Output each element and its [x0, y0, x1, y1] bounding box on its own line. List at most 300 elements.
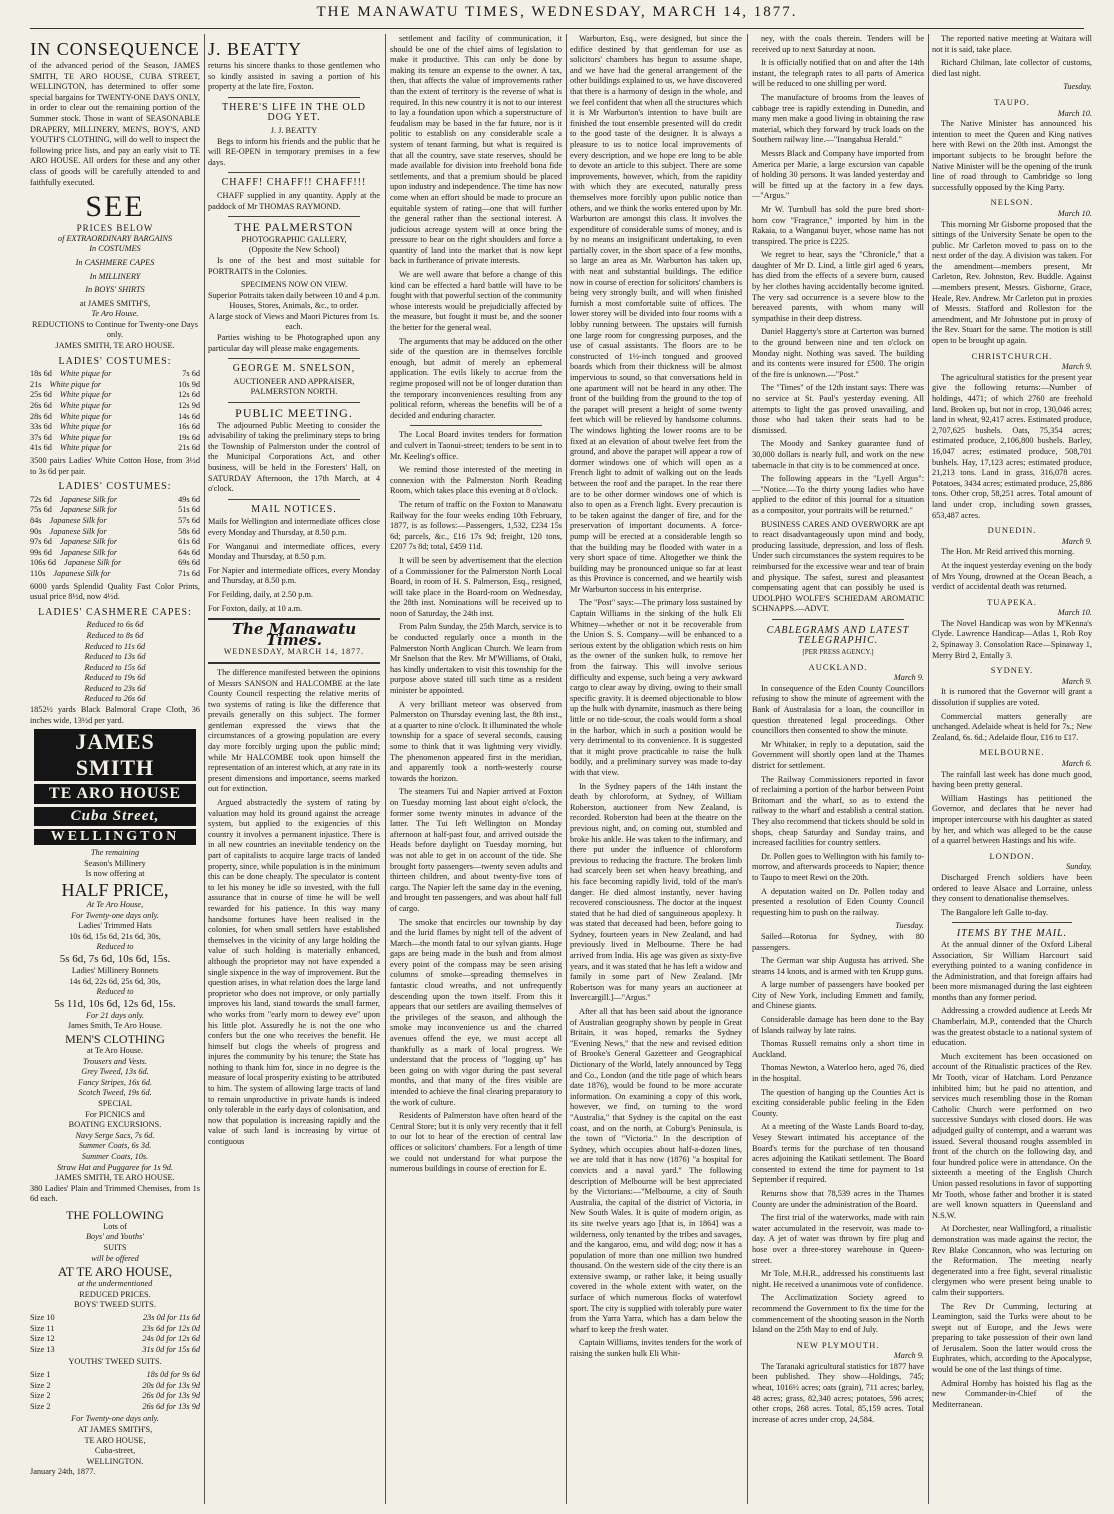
paragraph: Trousers and Vests. [82, 1056, 147, 1066]
boys-tweed: BOYS' TWEED SUITS. [74, 1300, 156, 1310]
column-1 [30, 34, 200, 1504]
paragraph: For Feilding, daily, at 2.50 p.m. [208, 589, 314, 599]
price-cell: 61s 6d [178, 537, 200, 547]
meeting-body: The adjourned Public Meeting to consider the advisability of taking the preliminary steps to bring the Township of Palmerston under the control of the Municipal Corporations Act, and other business, will be held in the Foresters' Hall, on SATURDAY Afternoon, the 17th March, at 4 o'clock. [208, 420, 380, 494]
column-rule [747, 34, 748, 1504]
price-cell: 58s 6d [178, 526, 200, 536]
price-row [30, 380, 200, 391]
paper-date: WEDNESDAY, MARCH 14, 1877. [223, 647, 365, 657]
price-cell: Size 11 [30, 1323, 55, 1333]
melbourne-news [932, 770, 1092, 847]
in-lines [30, 244, 200, 295]
tuesday-date-6: Tuesday. [1063, 82, 1092, 92]
paragraph: The "Post" says:—The primary loss sustained by Captain Williams in the sinking of the hulk Eli Whitney—whether or not it be recoverable from the Union S. S. Company—will be enhanced to a serious extent by the obligation which rests on him as the owner of the sunken hulk, to remove her from the fairway. This will involve serious difficulty and expense, such being a very awkward cargo to clear away by diving, owing to their small specific gravity. It is deemed objectionable to blow up the hulk with dynamite, inasmuch as there being little or no tide-scour, the coals would form a shoal in the harbor, which in such a position would be very detrimental to its convenience. It is suggested that it might prove practicable to raise the hulk bodily, and a preliminary survey was made to-day with that view. [570, 598, 742, 777]
mail-lines [208, 517, 380, 614]
paragraph: Admiral Hornby has hoisted his flag as the new Commander-in-Chief of the Mediterranean. [932, 1378, 1092, 1409]
banner-wellington: WELLINGTON [34, 829, 196, 845]
price-row [30, 548, 200, 559]
local-news [390, 430, 562, 1174]
paragraph: Captain Williams, invites tenders for the work of raising the sunken hulk Eli Whit- [570, 1338, 742, 1359]
price-cell: 25s 6d [30, 390, 52, 400]
auckland-heading: AUCKLAND. [808, 661, 868, 672]
picnics: For PICNICS and [85, 1109, 145, 1119]
signoff-2: James Smith, Te Aro House. [67, 1021, 163, 1031]
price-cell: 14s 6d [178, 411, 200, 421]
mail-heading: MAIL NOTICES. [251, 503, 337, 515]
melbourne-heading: MELBOURNE. [979, 747, 1045, 758]
trimmed-hats: Ladies' Trimmed Hats [78, 921, 152, 931]
price-cell: 26s 0d for 13s 9d [142, 1391, 200, 1401]
price-row [30, 1345, 200, 1356]
paragraph: Straw Hat and Puggaree for 1s 9d. [56, 1162, 174, 1172]
paragraph: Thomas Newton, a Waterloo hero, aged 76, died in the hospital. [752, 1063, 924, 1084]
price-cell: 90s [30, 526, 42, 536]
price-cell: Japanese Silk for [59, 505, 118, 515]
twenty-one-days: For Twenty-one days only. [71, 910, 159, 920]
price-row [30, 569, 200, 580]
paragraph: Commercial matters generally are unchanged. Adelaide wheat is held for 7s.; New Zealand, 6s. 6d.; Adelaide flour, £16 to £17. [932, 711, 1092, 742]
price-cell: 21s [30, 379, 42, 389]
price-row [30, 1402, 200, 1413]
paragraph: We remind those interested of the meeting in connexion with the Palmerston North Reading Room, which takes place this evening at 8 o'clock. [390, 465, 562, 496]
paragraph: settlement and facility of communication, it should be one of the chief aims of legislation to make it productive. This can only be done by making its tenure an expense to the owner. A tax, then, that affects the value of improvements rather than the extent of territory is the reverse of what is required. In this new country it is not to our interest to lay a foundation upon which a superstructure of feudalism may be based in the far future, nor is it politic to establish on any considerable scale a system of tenant farming, but what is required is that all the country, save state reserves, should be made available for division into freehold bona fide settlements, and that a premium should be placed upon industry and independence. The time has now come when an effort should be made to procure an equitable system of rating—one that will further the general rather than the sectional interest. A judicious acreage system will at once bring the pressure to bear on the right shoulders and force a quantity of land into the market that is now kept back in furtherance of private interests. [390, 34, 562, 266]
sydney-heading: SYDNEY. [990, 665, 1034, 676]
price-row [30, 422, 200, 433]
new-plymouth-date: March 9. [893, 1351, 924, 1361]
price-cell: Japanese Silk for [59, 494, 118, 504]
seasons-millinery: Season's Millinery [84, 858, 146, 868]
price-cell: 33s 6d [30, 422, 52, 432]
paragraph: For Foxton, daily, at 10 a.m. [208, 603, 303, 613]
taupo-heading: TAUPO. [994, 96, 1030, 107]
london-date: Sunday. [1065, 862, 1092, 872]
column-4-text [570, 34, 742, 1360]
paragraph: Addressing a crowded audience at Leeds Mr Chamberlain, M.P., contended that the Church was the greatest obstacle to a national system of education. [932, 1006, 1092, 1048]
paragraph: Dr. Pollen goes to Wellington with his family to-morrow, and afterwards proceeds to Napier; thence to Taupo to meet Rewi on the 20th. [752, 851, 924, 882]
paragraph: At a meeting of the Waste Lands Board to-day, Vesey Stewart intimated his acceptance of the Board's terms for the purchase of ten thousand acres adjoining the Katikati settlement. The Board consented to extend the time for payment to 1st September if required. [752, 1122, 924, 1185]
reduced-to: Reduced to [96, 942, 134, 952]
price-row [30, 527, 200, 538]
chaff-heading: CHAFF! CHAFF!! CHAFF!!! [221, 177, 367, 189]
price-cell: 19s 6d [178, 432, 200, 442]
editorial-continued [390, 34, 562, 421]
paragraph: From Palm Sunday, the 25th March, service is to be conducted regularly once a month in the Palmerston North Anglican Church. We learn from Mr Snelson that the Rev. Mr M'Williams, of Otaki, has kindly undertaken to visit this township for the purpose above stated till such time as a resident minister be appointed. [390, 622, 562, 696]
paragraph: We regret to hear, says the "Chronicle," that a daughter of Mr D. Lind, a little girl aged 6 years, has died from the effects of a severe burn, caused by her clothes having accidentally become ignited. The very sad occurrence is a severe blow to the bereaved parents, with whom many will sympathise in their deep distress. [752, 250, 924, 323]
paragraph: It is rumored that the Governor will grant a dissolution if supplies are voted. [932, 687, 1092, 708]
snelson-heading: GEORGE M. SNELSON, [232, 363, 356, 375]
paragraph: The return of traffic on the Foxton to Manawatu Railway for the four weeks ending 10th February, 1877, is as follows:—Passengers, 1,532, £234 15s 6d; parcels, &c., £16 17s 9d; freight, 120 tons, £207 7s 8d; total, £459 11d. [390, 499, 562, 552]
price-cell: White pique for [59, 401, 112, 411]
paragraph: Reduced to 11s 6d [84, 641, 146, 651]
christchurch-date: March 9. [1061, 362, 1092, 372]
dunedin-date: March 9. [1061, 536, 1092, 546]
youths-size-list [30, 1370, 200, 1412]
price-cell: White pique for [59, 369, 112, 379]
price-cell: 23s 6d for 12s 0d [142, 1323, 200, 1333]
price-cell: 64s 6d [178, 547, 200, 557]
crape-line: 1852½ yards Black Balmoral Crape Cloth, 36 inches wide, 13½d per yard. [30, 705, 200, 725]
price-row [30, 1334, 200, 1345]
paragraph: Fancy Stripes, 16s 6d. [78, 1077, 152, 1087]
price-row [30, 495, 200, 506]
paragraph: A large number of passengers have booked per City of New York, including Emmett and family, and Chinese giants. [752, 980, 924, 1011]
paragraph: We are well aware that before a change of this kind can be effected a hard battle will have to be fought with that powerful section of the community whose interests would be prejudicially affected by the measure, but fought it must be, and the sooner the better for the general weal. [390, 270, 562, 333]
price-row [30, 1370, 200, 1381]
paragraph: The Railway Commissioners reported in favor of reclaiming a portion of the harbor between Point Britomart and the wharf, so as to extend the railway to the wharf and establish a central station. They also recommend that tickets should be sold in shops, cheap Saturday and Sunday trains, and increased facilities for country settlers. [752, 774, 924, 848]
price-cell: 20s 0d for 13s 9d [142, 1380, 200, 1390]
masthead: THE MANAWATU TIMES, WEDNESDAY, MARCH 14, 1877. [30, 4, 1084, 29]
at-te-aro: At Te Aro House, [86, 900, 144, 910]
paragraph: The steamers Tui and Napier arrived at Foxton on Tuesday morning last about eight o'clock, the former some twenty minutes in advance of the latter. The Tui left Wellington on Monday afternoon at half-past four, and arrived outside the Heads before daylight on Tuesday morning, but was not able to get in on account of the tide. She brought forty passengers—twenty seven adults and thirteen children, and about twenty-five tons of cargo. The Napier left the same day in the evening, and brought ten passengers, and was about half full of cargo. [390, 787, 562, 913]
paragraph: Grey Tweed, 13s 6d. [81, 1067, 149, 1077]
paragraph: At the inquest yesterday evening on the body of Mrs Young, drowned at the Ocean Beach, a verdict of accidental death was returned. [932, 560, 1092, 592]
price-cell: White pique for [59, 432, 112, 442]
column-3 [390, 34, 562, 1504]
price-cell: 18s 0d for 9s 6d [146, 1370, 200, 1379]
price-cell: 71s 6d [178, 568, 200, 578]
half-price: HALF PRICE, [61, 880, 169, 901]
boating: BOATING EXCURSIONS. [68, 1120, 162, 1130]
price-cell: 84s [30, 515, 42, 525]
price-cell: Size 13 [30, 1344, 55, 1354]
paragraph: After all that has been said about the ignorance of Australian geography shown by people in Great Britain, it was hoped, remarks the Sydney "Evening News," that the new and revised edition of Brooke's General Gazetteer and Geographical Dictionary of the World, lately announced by Tegg and Co., London (and the title page of which bears date 1876), would be found to be more accurate information. On examining a copy of this work, however, we find, on turning to the word "Australia," that Sydney is the capital on the east coast, and on the north, at Coburg's Peninsula, is the town of "Victoria." In the description of Sydney, which occupies about half-a-dozen lines, we are told that it has now (1876) "a hospital for convicts and a naval yard." The following description of Melbourne will be best appreciated by the Victorians:—"Melbourne, a city of South Australia, the capital of the district of Victoria, in New South Wales. It is quite of modern origin, as its site twelve years ago [that is, in 1864] was a wilderness, only tenanted by the tribes and savages, and the kangaroo, emu, and wild dog; now it has a population of more than one million two hundred thousand. On the western side of the city there is an extensive swamp, or rather lake, it being usually covered in the whole extent with water, on the surface of which numerous flocks of waterfowl sport. The city is supplied with tolerably pure water from the Yarra Yarra, which has a dam below the wharf to keep the fresh water. [570, 1007, 742, 1334]
price-cell: 72s 6d [30, 494, 52, 504]
nelson-heading: NELSON. [990, 197, 1034, 208]
paragraph: Scotch Tweed, 19s 6d. [78, 1088, 152, 1098]
paragraph: In consequence of the Eden County Councillors refusing to show the minute of agreement with the Bank of Australasia for a loan, the councillor in question threatened legal proceedings. Other councillors then consented to show the minute. [752, 683, 924, 736]
column-6-top [932, 34, 1092, 79]
specimens: SPECIMENS NOW ON VIEW. [240, 280, 348, 290]
paragraph: Argued abstractedly the system of rating by valuation may hold its ground against the acreage system, but applied to the exigencies of this country it involves a permanent injustice. There is in all new countries an inevitable tendency on the part of capitalists to acquire large tracts of landed property, since, while population is in the minimum this can be done cheaply. The speculator is content to let his money be idle so invested, with the full assurance that in course of time he will be well rewarded for his patience. In this way many handsome fortunes have been realised in the colonies, for when small settlers have established themselves in the vicinity of any large holding the value of such holding is materially enhanced, although the proprietor may not have expended a single sixpence in the way of improvement. But the question arises, in what relation does the large land proprietor who does not improve, or only partially improves his land, stand towards the small farmer, who works from "early morn to dewey eve" upon his little plot. Assuredly he is not the one who confers but the one who receives the benefit. He himself but clogs the wheels of progress and injures the community by his tenure; the State has nothing to thank him for, since in no degree is the measure of local prosperity existing to be attributed to him. The system of allowing large tracts of land to remain unproductive in private hands is indeed only tolerable in the early days of colonisation, and now that population is increasing rapidly and the value of such land is increasing by virtue of contiguous [208, 798, 380, 1147]
price-cell: Size 2 [30, 1380, 51, 1390]
mens-at: at Te Aro House. [87, 1045, 143, 1055]
see-heading: SEE [85, 190, 145, 224]
london-heading: LONDON. [989, 850, 1035, 861]
costumes-heading-2: LADIES' COSTUMES: [58, 481, 172, 493]
price-cell: 23s 0d for 11s 6d [142, 1313, 200, 1323]
tuesday-date: Tuesday. [895, 921, 924, 931]
suits: SUITS [103, 1243, 127, 1253]
price-cell: 97s 6d [30, 537, 52, 547]
special: SPECIAL [98, 1098, 132, 1108]
tuapeka-heading: TUAPEKA. [987, 596, 1037, 607]
white-cotton: 3500 pairs Ladies' White Cotton Hose, from 3½d to 3s 6d per pair. [30, 456, 200, 476]
paragraph: At the annual dinner of the Oxford Liberal Association, Sir William Harcourt said everything pointed to a waning confidence in the Administration, and that foreign affairs had been more mismanaged during the last eighteen months than any former period. [932, 939, 1092, 1002]
silk-price-list [30, 495, 200, 580]
remaining-line: The remaining [90, 848, 140, 858]
price-row [30, 516, 200, 527]
consequence-body: of the advanced period of the Season, JAMES SMITH, TE ARO HOUSE, CUBA STREET, WELLINGTON, has determined to offer some special bargains for TWENTY-ONE DAYS ONLY, in order to clear out the remaining portion of the Summer stock. Those in want of SEASONABLE DRAPERY, MILLINERY, MEN'S, BOY'S, AND YOUTH'S CLOTHING, will do well to inspect the following price lists, and pay an early visit to TE ARO HOUSE. All orders for these and any other class of goods will be carefully attended to and faithfully executed. [30, 61, 200, 187]
smith-signoff: JAMES SMITH, TE ARO HOUSE. [55, 1173, 175, 1183]
price-cell: White pique for [59, 422, 112, 432]
price-row [30, 1313, 200, 1324]
price-cell: 51s 6d [178, 505, 200, 515]
parties: Parties wishing to be Photographed upon any particular day will please make engagements. [208, 333, 380, 353]
price-row [30, 443, 200, 454]
tuesday-news [752, 932, 924, 1336]
houses: Houses, Stores, Animals, &c., to order. [229, 301, 359, 311]
new-plymouth-para: The Taranaki agricultural statistics for 1877 have been published. They show—Holdings, 745; wheat, 1016½ acres; oats (grain), 711 acres; barley, 48 acres; grass, 82,340 acres; potatoes, 596 acres; other crops, 268 acres. Total, 85,159 acres. Total increase of acres under crop, 24,584. [752, 1361, 924, 1424]
paragraph: Reduced to 15s 6d [84, 662, 146, 672]
price-cell: 21s 6d [178, 443, 200, 453]
paragraph: Discharged French soldiers have been ordered to leave Alsace and Lorraine, unless they consent to denationalise themselves. [932, 872, 1092, 904]
paragraph: BUSINESS CARES AND OVERWORK are apt to react disadvantageously upon mind and body, producing lassitude, depression, and loss of flesh. Under such circumstances the system requires to be reimbursed for the excessive wear and tear of brain and physique. The safest, surest and pleasantest compensating agent that can possibly be used is UDOLPHO WOLFE'S SCHIEDAM AROMATIC SCHNAPPS.—ADVT. [752, 519, 924, 614]
price-cell: 99s 6d [30, 547, 52, 557]
price-row [30, 505, 200, 516]
paragraph: Reduced to 13s 6d [84, 652, 146, 662]
mens-clothing-heading: MEN'S CLOTHING [65, 1031, 165, 1046]
paragraph: In MILLINERY [89, 271, 141, 281]
jjbeatty-body: Begs to inform his friends and the public that he will RE-OPEN in temporary premises in a few days. [208, 136, 380, 167]
paragraph: Reduced to 8s 6d [86, 630, 144, 640]
price-row [30, 558, 200, 569]
press-agency: [PER PRESS AGENCY.] [802, 648, 874, 657]
reduced-prices: REDUCED PRICES. [79, 1289, 151, 1299]
price-cell: White pique for [59, 411, 112, 421]
following-heading: THE FOLLOWING [66, 1207, 164, 1222]
bonnets: Ladies' Millinery Bonnets [71, 966, 159, 975]
boys-suits: Boys' and Youths' [85, 1232, 145, 1242]
boating-lines [30, 1131, 200, 1173]
pique-price-list [30, 369, 200, 454]
paragraph: Reduced to 6s 6d [86, 620, 144, 630]
column-rule [385, 34, 386, 1504]
price-cell: 26s 6d for 13s 9d [142, 1401, 200, 1411]
column-5 [752, 34, 924, 1504]
at-te-aro-house: AT TE ARO HOUSE, [57, 1264, 173, 1280]
banner-te-aro-house: TE ARO HOUSE [34, 784, 196, 804]
price-row [30, 412, 200, 423]
paragraph: Warburton, Esq., were designed, but since the edifice destined by that gentleman for use as solicitors' chambers has begun to assume shape, and we have had the general arrangement of the other buildings explained to us, we have discovered that there is a harmony of design in the whole, and we feel confident that when all the structures which it is Mr Warburton's intention to have built are finished the tout ensemble presented will do credit to the good taste of the designer. It is always a pleasure to us to notice local improvements of every description, and we hope ere long to be able to devote an article to this subject. There are some improvements, however, which, from the rapidity with which they are executed, naturally press themselves more forcibly upon public notice than others, and we think the works entered upon by Mr. Warburton are amongst this class. It involves the expenditure of considerable sums of money, and is by no means an insignificant undertaking, to even partially cover, in the short space of a few months, so large an area as Mr. Warburton has taken up, with neat and substantial buildings. The edifice now in course of erection for solicitors' chambers is being very strongly built, and will when finished furnish a most comfortable suite of offices. The lower storey will be divided into four rooms with a lobby running between. The upstairs will furnish one large room for congressing purposes, and the use of casual assistants. The floors are to be constructed of 1½-inch tongued and grooved boards which from their thickness will be almost impervious to sound, so that conversations held in one apartment will not be heard in any other. The front of the building from the ground to the top of the parapet will present a height of some twenty feet which will be relieved by handsome columns. The windows lighting the lower rooms are to be fixed at an elevation of about twelve feet from the ground, and above the parapet will appear a row of dormer windows one of which will open as a French light to admit of walking out on the leads between the roof and the parapet. In the rear there are to be other dormer windows one of which is also to open as a French light. Every precaution is to be taken against the danger of fire, and for the preservation of important documents. A force-pump will be erected at a considerable length so that the building may be flooded with water in a very short space of time. Altogether we think the building may be pronounced unique so far at least as this Province is concerned, and we heartily wish Mr Warburton success in his enterprise. [570, 34, 742, 594]
price-cell: 24s 0d for 12s 6d [142, 1334, 200, 1344]
price-row [30, 433, 200, 444]
paragraph: The Hon. Mr Reid arrived this morning. [941, 547, 1075, 557]
price-cell: Size 2 [30, 1391, 51, 1401]
auckland-news [752, 684, 924, 918]
price-cell: 12s 9d [178, 401, 200, 411]
jjbeatty: J. J. BEATTY [270, 125, 318, 135]
nelson-date: March 10. [1057, 208, 1092, 218]
capes-list [30, 620, 200, 705]
beatty-heading: J. BEATTY [208, 39, 302, 59]
paragraph: ney, with the coals therein. Tenders will be received up to next Saturday at noon. [752, 34, 924, 54]
taupo-para: The Native Minister has announced his intention to meet the Queen and King natives here with Rewi on the 20th inst. Amongst the important subjects to be brought before the Native Minister will be the opening of the trunk line of road through to Cambridge so long successfully opposed by the King Party. [932, 119, 1092, 192]
price-cell: 12s 6d [178, 390, 200, 400]
melbourne-date: March 6. [1061, 759, 1092, 768]
paragraph: The rainfall last week has done much good, having been pretty general. [932, 769, 1092, 790]
price-cell: Japanese Silk for [59, 547, 118, 557]
price-cell: 26s 6d [30, 401, 52, 411]
paragraph: The Moody and Sankey guarantee fund of 30,000 dollars is nearly full, and work on the new tabernacle in that city is to be commenced at once. [752, 439, 924, 470]
column-4 [570, 34, 742, 1504]
paragraph: Richard Chilman, late collector of customs, died last night. [932, 58, 1092, 78]
reduced-to-2: Reduced to [96, 987, 134, 997]
paragraph: The following appears in the "Lyell Argus":—"Notice.—To the thirty young ladies who have applied to the editor of this journal for a situation as a compositor, your portraits will be returned." [752, 474, 924, 515]
paragraph: The reported native meeting at Waitara will not it is said, take place. [932, 34, 1092, 54]
paragraph: The "Times" of the 12th instant says: There was no service at St. Paul's yesterday evening. All attempts to light the gas proved unavailing, and those who had taken their seats had to be dismissed. [752, 383, 924, 435]
paragraph: Much excitement has been occasioned on account of the Ritualistic practices of the Rev. Mr Tooth, vicar of Hatcham. Lord Penzance inhibited him; but he paid no attention, and services much resembling those in the Roman Catholic Church were performed on two successive Sundays with closed doors. He was adjudged guilty of contempt, and a warrant was issued. Several thousand roughs assembled in front of the church on the following day, and four hundred police were in attendance. On the sixteenth a meeting of the English Church Union passed resolutions in favor of supporting Mr Tooth, whose father and brother it is stated are well known squatters in Queensland and N.S.W. [932, 1051, 1092, 1220]
christchurch-heading: CHRISTCHURCH. [971, 350, 1053, 361]
paragraph: The first trial of the waterworks, made with rain water accumulated in the reservoir, was made to-day. A jet of water was thrown by fire plug and hose over a three-storey warehouse in Queen-street. [752, 1213, 924, 1265]
bonnet-prices: 14s 6d, 22s 6d, 25s 6d, 30s, [69, 976, 161, 986]
paragraph: Reduced to 23s 6d [84, 683, 146, 693]
price-cell: 75s 6d [30, 505, 52, 515]
sydney-date: March 9. [1061, 676, 1092, 686]
paragraph: William Hastings has petitioned the Governor, and declares that he never had improper intercourse with his daughter as stated by her, and which was alleged to be the cause of a quarrel between Hastings and his wife. [932, 793, 1092, 846]
paragraph: In BOYS' SHIRTS [85, 285, 145, 295]
undermentioned: at the undermentioned [77, 1279, 153, 1289]
paragraph: Daniel Haggerty's store at Carterton was burned to the ground between nine and ten o'clock on Monday night. Nothing was saved. The building and its contents were insured for £500. The origin of the fire is unknown.—"Post." [752, 327, 924, 379]
editorial [208, 668, 380, 1148]
consequence-heading: IN CONSEQUENCE [30, 39, 200, 59]
palmerston-heading: THE PALMERSTON [234, 220, 354, 235]
paragraph: A deputation waited on Dr. Pollen today and presented a resolution of Eden County Council requesting him to push on the railway. [752, 886, 924, 917]
price-cell: Size 1 [30, 1370, 51, 1379]
column-rule [204, 34, 205, 1504]
paragraph: The difference manifested between the opinions of Messrs SANSON and HALCOMBE at the late County Council respecting the relative merits of two systems of rating is like the difference that prevails generally on this subject. The former gentleman expressed the views that the circumstances of a growing population are every day more forcibly urging upon the public mind; while Mr HALCOMBE took upon himself the representation of an interest which, at any rate in its present dimensions and importance, seems marked out for extinction. [208, 667, 380, 794]
christchurch-para: The agricultural statistics for the present year give the following returns:—Number of holdings, 4471; of which 2760 are freehold land. Broken up, but not in crop, 130,046 acres; land in wheat, 92,417 acres. Estimated produce, 2,707,625 bushels. Oats, 75,354 acres; estimated produce, 2,106,800 bushels. Barley, 16,047 acres; estimated produce, 508,701 bushels. Hay, 17,123 acres; estimated produce, 21,213 tons. Land in grass, 316,078 acres. Potatoes, 3434 acres; estimated produce, 25,886 tons. Other crop, 58,251 acres. Total amount of land under crop, including sown grasses, 653,487 acres. [932, 372, 1092, 520]
price-cell: 106s 6d [30, 558, 57, 568]
price-row [30, 537, 200, 548]
paragraph: Thomas Russell remains only a short time in Auckland. [752, 1039, 924, 1059]
te-aro-house-2: TE ARO HOUSE, [84, 1435, 146, 1445]
taupo-date: March 10. [1057, 108, 1092, 118]
nelson-para: This morning Mr Gisborne proposed that the sittings of the University Senate be open to the public. Mr Carleton moved to pass on to the next order of the day. A division was taken. For the amendment—members present, Mr Carleton, Rev. Johnston, Rev. Buddle. Against—members present, Messrs. Gisborne, Grace, Heale, Rev. Andrew. Mr Carleton put in proxies of Messrs. Stafford and Rolleston for the amendment, and Mr Johnstone put in proxy of the Rev. Stuart for the same. The motion is still open to be brought up again. [932, 219, 1092, 346]
paragraph: The Acclimatization Society agreed to recommend the Government to fix the time for the commencement of the shooting season in the North Island on the 25th May to end of July. [752, 1293, 924, 1335]
auckland-date: March 9. [893, 673, 924, 683]
price-row [30, 1381, 200, 1392]
mail-items [932, 940, 1092, 1411]
chaff-body: CHAFF supplied in any quantity. Apply at the paddock of Mr THOMAS RAYMOND. [208, 190, 380, 211]
twenty-days: For Twenty-one days only. [71, 1414, 159, 1424]
opposite: (Opposite the New School) [248, 245, 340, 255]
paragraph: In the Sydney papers of the 14th instant the death by chloroform, at Sydney, of William Roberston, auctioneer from New Zealand, is recorded. Roberston had been at the theatre on the previous night, and, on coming out, stumbled and broke his ankle. He was taken to the infirmary, and there put under the influence of chloroform previous to reducing the fracture. The broken limb had scarcely been set when heavy breathing, and his face becoming rapidly livid, told of the man's danger. He died almost instantly, never having recovered consciousness. The doctor at the inquest stated that he had died of sanguineous apoplexy. It was stated that deceased had been, before going to Sydney, fourteen years in New Zealand, and had previously lived in Melbourne. There he had arrived from India. His age was given as sixty-five years, and it was stated that he has left a widow and family in some part of New Zealand. [Mr Robertson was for many years an auctioneer at Invercargill.]—"Argus." [570, 781, 742, 1003]
palmerston-north: PALMERSTON NORTH. [250, 387, 338, 397]
paragraph: Summer Coats, 6s 3d. [78, 1141, 152, 1151]
column-rule [566, 34, 567, 1504]
price-cell: Size 2 [30, 1401, 51, 1411]
beatty-body: returns his sincere thanks to those gentlemen who so kindly assisted in saving a portion of his property at the late fire, Foxton. [208, 61, 380, 92]
paragraph: The arguments that may be adduced on the other side of the question are in themselves forcible enough, but admit of merely an ephemeral application. The evils likely to accrue from the regime proposed will not be of longer duration than the temporary inconveniences resulting from any political reform, whereas the benefits will be of a decided and enduring character. [390, 336, 562, 420]
cuba-street: Cuba-street, [94, 1446, 136, 1456]
at-js-2: AT JAMES SMITH'S, [77, 1424, 153, 1434]
paragraph: For Wanganui and intermediate offices, every Monday and Thursday, at 8.50 p.m. [208, 541, 380, 562]
price-cell: White pique for [59, 390, 112, 400]
price-cell: 37s 6d [30, 432, 52, 442]
youths-tweed: YOUTHS' TWEED SUITS. [68, 1357, 162, 1367]
for-21-days: For 21 days only. [85, 1010, 145, 1020]
superior: Superior Potraits taken daily between 10 and 4 p.m. [208, 290, 380, 300]
paragraph: In CASHMERE CAPES [75, 257, 155, 267]
trimmed-prices: 10s 6d, 15s 6d, 21s 6d, 30s, [69, 931, 161, 941]
column-2 [208, 34, 380, 1504]
bonnet-reduced: 5s 11d, 10s 6d, 12s 6d, 15s. [54, 997, 176, 1010]
mail-items-heading: ITEMS BY THE MAIL. [956, 928, 1068, 940]
stock: A large stock of Views and Maori Pictures from 1s. each. [208, 311, 380, 332]
price-cell: Size 12 [30, 1334, 55, 1344]
paragraph: Mr Tole, M.H.R., addressed his constituents last night. He received a unanimous vote of confidence. [752, 1269, 924, 1289]
price-cell: 69s 6d [178, 558, 200, 568]
column-6 [932, 34, 1092, 1504]
paragraph: The manufacture of brooms from the leaves of cabbage tree is rapidly extending in Dunedin, and many men make a good living in obtaining the raw material, which they forward by truck loads on the Southern railway line.—"Inangahua Herald." [752, 92, 924, 145]
mens-lines [30, 1057, 200, 1099]
paragraph: Mr W. Turnbull has sold the pure bred short-horn cow "Fragrance," imported by him in the Rakaia, to a Wanganui buyer, whose name has not transpired. The price is £225. [752, 204, 924, 246]
price-cell: 110s [30, 568, 46, 578]
paragraph: Mails for Wellington and intermediate offices close every Monday and Thursday, at 8.50 p.m. [208, 517, 380, 537]
price-cell: 16s 6d [178, 422, 200, 432]
dunedin-heading: DUNEDIN. [987, 525, 1037, 536]
paragraph: Returns show that 78,539 acres in the Thames County are under the administration of the Board. [752, 1188, 924, 1209]
will-be-offered: will be offered [91, 1253, 139, 1263]
price-cell: Japanese Silk for [49, 526, 107, 536]
chemises: 380 Ladies' Plain and Trimmed Chemises, from 1s 6d each. [30, 1183, 200, 1204]
paragraph: The Bangalore left Galle to-day. [941, 907, 1049, 917]
paragraph: Residents of Palmerston have often heard of the Central Store; but it is only very recently that it fell to our lot to hear of the erection of central law offices or solicitors' chambers. For a length of time we could not understand for what purpose the numerous buildings in course of erection for E. [390, 1111, 562, 1174]
price-cell: 57s 6d [178, 515, 200, 525]
paragraph: For Napier and intermediate offices, every Monday and Thursday, at 8.50 p.m. [208, 565, 380, 586]
january-date: January 24th, 1877. [30, 1467, 96, 1477]
paragraph: Navy Serge Sacs, 7s 6d. [75, 1130, 155, 1140]
prices-below: PRICES BELOW [76, 223, 154, 234]
te-aro-line: Te Aro House. [91, 309, 139, 319]
price-cell: White pique for [59, 443, 112, 453]
auctioneer: AUCTIONEER AND APPRAISER, [233, 376, 355, 386]
banner-cuba-street: Cuba Street, [34, 807, 196, 826]
paragraph: The Local Board invites tenders for formation and culvert in Taonui-street; tenders to be sent in to Mr. Keeling's office. [390, 430, 562, 461]
reductions-line: REDUCTIONS to Continue for Twenty-one Days only. [32, 319, 198, 340]
paragraph: It is officially notified that on and after the 14th instant, the telegraph rates to all parts of America will be reduced to one shilling per word. [752, 58, 924, 89]
signoff: JAMES SMITH, TE ARO HOUSE. [55, 341, 175, 351]
price-cell: 7s 6d [182, 369, 200, 379]
column-rule [928, 34, 929, 1504]
price-cell: 31s 0d for 15s 6d [142, 1344, 200, 1354]
cablegrams-heading: CABLEGRAMS AND LATEST TELEGRAPHIC. [766, 624, 910, 647]
paper-title: The Manawatu Times. [231, 620, 357, 649]
price-cell: Size 10 [30, 1313, 55, 1323]
paragraph: The smoke that encircles our township by day and the lurid flames by night tell of the advent of March—the month fatal to our sylvan giants. Huge gaps are being made in the bush and from almost every point of the compass may be seen arising columns of smoke—spreading themselves in fantastic cloud wreaths, and not unfrequently descending upon the town itself. From this it appears that our settlers are availing themselves of the privileges of the season, and although the smoke may inconvenience us and the charred avenues offend the eye, we must accept all thankfully as a mark of local progress. We understand that the process of "logging up" has been going on with vigor during the past several months, and that many of the fires visible are intended to achieve the final clearing preparatory to the work of culture. [390, 917, 562, 1107]
life-heading: THERE'S LIFE IN THE OLD DOG YET. [221, 101, 367, 124]
price-cell: 10s 9d [178, 379, 200, 389]
price-cell: Japanese Silk for [59, 537, 118, 547]
trimmed-reduced: 5s 6d, 7s 6d, 10s 6d, 15s. [59, 953, 171, 965]
price-cell: 41s 6d [30, 443, 52, 453]
costumes-heading: LADIES' COSTUMES: [58, 355, 172, 367]
prints-line: 6000 yards Splendid Quality Fast Color Prints, usual price 8½d, now 4½d. [30, 581, 200, 602]
photo-gallery: PHOTOGRAPHIC GALLERY, [241, 234, 347, 244]
paragraph: Sailed—Rotorua for Sydney, with 80 passengers. [752, 931, 924, 952]
paragraph: In COSTUMES [89, 244, 141, 254]
paragraph: Reduced to 26s 6d [84, 694, 146, 704]
paragraph: Reduced to 19s 6d [84, 673, 146, 683]
tuapeka-date: March 10. [1057, 608, 1092, 618]
tuapeka-para: The Novel Handicap was won by M'Kenna's Clyde. Lawrence Handicap—Atlas 1, Rob Roy 2, Spinaway 3. Consolation Race—Spinaway 1, Merry Bird 2, Entally 3. [932, 618, 1092, 660]
price-cell: Japanese Silk for [64, 558, 122, 568]
column-5-text [752, 34, 924, 615]
capes-heading: LADIES' CASHMERE CAPES: [38, 606, 192, 618]
price-cell: 18s 6d [30, 369, 52, 379]
bargains-line: of EXTRAORDINARY BARGAINS [57, 233, 173, 243]
paragraph: At Dorchester, near Wallingford, a ritualistic demonstration was made against the rector, the Rev Blake Concannon, who was lecturing on the Reformation. The meeting nearly degenerated into a free fight, several ritualistic clergymen who were present being unable to calm their supporters. [932, 1224, 1092, 1297]
price-cell: 49s 6d [178, 494, 200, 504]
lots-of: Lots of [103, 1221, 127, 1231]
price-cell: White pique for [49, 379, 102, 389]
meeting-heading: PUBLIC MEETING. [235, 406, 353, 421]
at-james-smith: at JAMES SMITH'S, [79, 298, 151, 308]
banner-james-smith: JAMES SMITH [34, 729, 196, 781]
paragraph: Summer Coats, 10s. [81, 1151, 149, 1161]
paragraph: The question of hanging up the Counties Act is exciting considerable public feeling in the Eden County. [752, 1087, 924, 1118]
price-row [30, 1324, 200, 1335]
